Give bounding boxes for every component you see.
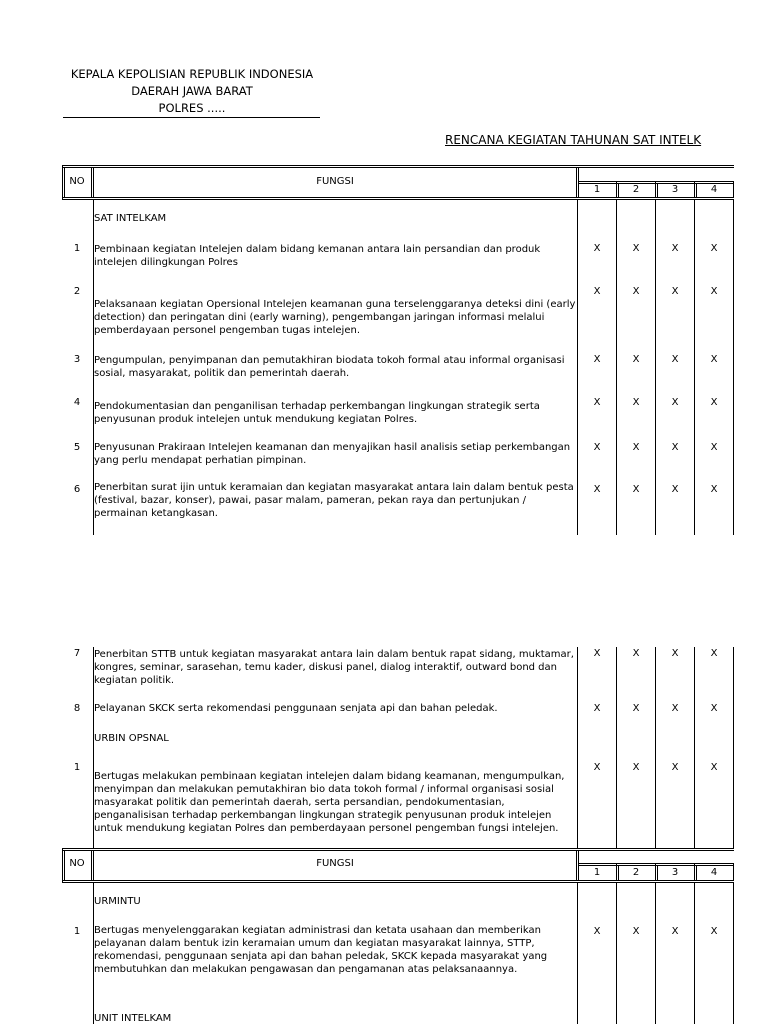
col-header-month-1: 1 [593, 184, 601, 195]
page-title: RENCANA KEGIATAN TAHUNAN SAT INTELK [445, 133, 702, 147]
col-header-fungsi-2: FUNGSI [316, 858, 354, 869]
col-header-fungsi: FUNGSI [316, 176, 354, 187]
section-sat-intelkam: SAT INTELKAM [94, 213, 167, 224]
col-header-month-2-2: 2 [632, 867, 640, 878]
header-line-2: DAERAH JAWA BARAT [131, 84, 253, 98]
col-header-no-2: NO [69, 858, 85, 869]
header-line-3: POLRES ..... [158, 101, 226, 115]
col-header-month-4: 4 [710, 184, 718, 195]
col-header-month-2: 2 [632, 184, 640, 195]
section-unit-intelkam: UNIT INTELKAM [94, 1013, 172, 1024]
col-header-no: NO [69, 176, 85, 187]
col-header-month-3-2: 3 [671, 867, 679, 878]
col-header-month-3: 3 [671, 184, 679, 195]
header-underline [63, 117, 320, 118]
section-urbin-opsnal: URBIN OPSNAL [94, 733, 169, 744]
col-header-month-4-2: 4 [710, 867, 718, 878]
header-line-1: KEPALA KEPOLISIAN REPUBLIK INDONESIA [70, 67, 314, 81]
section-urmintu: URMINTU [94, 896, 141, 907]
col-header-month-1-2: 1 [593, 867, 601, 878]
